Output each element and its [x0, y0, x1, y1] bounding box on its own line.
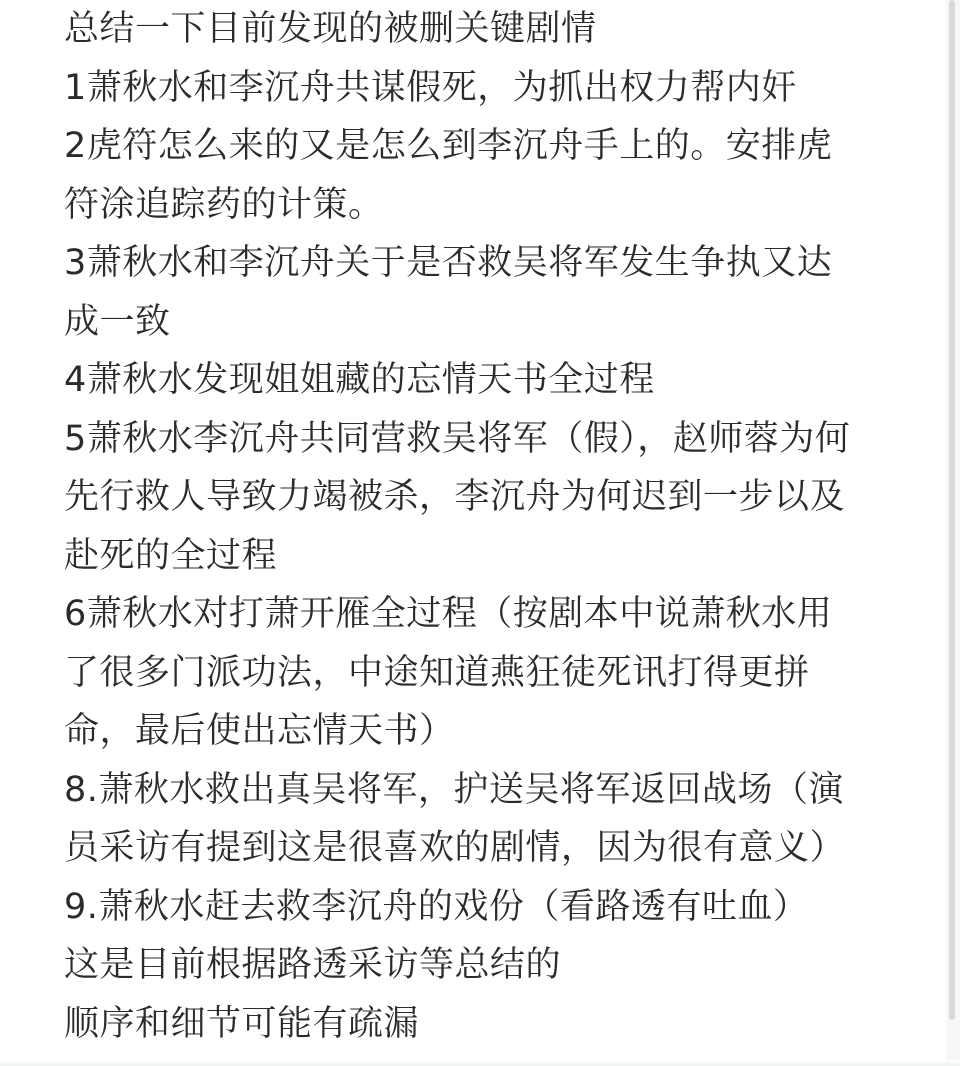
bottom-edge: [0, 1060, 960, 1066]
note-title: 总结一下目前发现的被删关键剧情: [64, 9, 597, 49]
note-line: 符涂追踪药的计策。: [64, 184, 384, 225]
note-line: 9.萧秋水赶去救李沉舟的戏份（看路透有吐血）: [64, 886, 809, 927]
note-line: 4萧秋水发现姐姐藏的忘情天书全过程: [64, 360, 655, 400]
note-line: 先行救人导致力竭被杀，李沉舟为何迟到一步以及: [64, 477, 846, 517]
note-text: [64, 0, 914, 1053]
note-line: 赴死的全过程: [64, 535, 278, 576]
scrollbar[interactable]: [946, 0, 960, 1066]
note-line: 了很多门派功法，中途知道燕狂徒死讯打得更拼: [64, 652, 810, 693]
note-line: 命，最后使出忘情天书）: [64, 711, 455, 751]
note-line: 成一致: [64, 301, 171, 342]
note-line: 1萧秋水和李沉舟共谋假死，为抓出权力帮内奸: [64, 67, 797, 108]
note-line: 5萧秋水李沉舟共同营救吴将军（假），赵师蓉为何: [64, 418, 851, 459]
note-line: 6萧秋水对打萧开雁全过程（按剧本中说萧秋水用: [64, 594, 833, 634]
note-line: 这是目前根据路透采访等总结的: [64, 945, 562, 985]
note-line: 顺序和细节可能有疏漏: [64, 1003, 420, 1044]
note-line: 8.萧秋水救出真吴将军，护送吴将军返回战场（演: [64, 769, 844, 810]
note-line: 2虎符怎么来的又是怎么到李沉舟手上的。安排虎: [64, 126, 833, 166]
note-line: 3萧秋水和李沉舟关于是否救吴将军发生争执又达: [64, 243, 833, 283]
note-line: 员采访有提到这是很喜欢的剧情，因为很有意义）: [64, 828, 846, 868]
scrollbar-thumb[interactable]: [949, 0, 955, 1020]
